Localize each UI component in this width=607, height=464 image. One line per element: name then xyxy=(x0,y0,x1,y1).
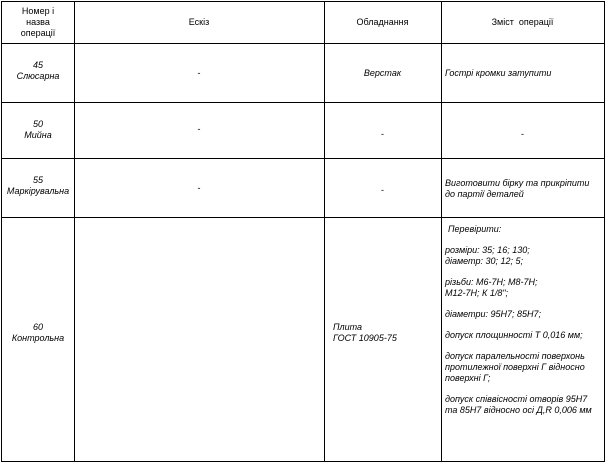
table-row xyxy=(2,119,74,141)
content-cell: Гострі кромки затупити xyxy=(445,68,552,78)
operation-number: 45 xyxy=(32,60,43,70)
content-line: Перевірити: xyxy=(448,224,502,234)
content-line: різьби: М6-7Н; М8-7Н; М12-7Н; К 1/8"; xyxy=(445,277,538,298)
header-content: Зміст операції xyxy=(491,17,554,27)
table-row xyxy=(2,175,74,197)
operations-table xyxy=(1,1,605,462)
content-line: розміри: 35; 16; 130; діаметр: 30; 12; 5; xyxy=(445,245,530,266)
operation-number: 55 xyxy=(32,175,43,185)
row-divider xyxy=(2,43,604,44)
operation-number: 50 xyxy=(32,119,43,129)
content-line: допуск співвісності отворів 95Н7 та 85Н7 відносно осі Д,R 0,006 мм xyxy=(445,394,592,415)
sketch-cell: - xyxy=(197,124,201,134)
sketch-cell: - xyxy=(197,68,201,78)
operation-name: Слюсарна xyxy=(16,71,60,81)
header-sketch: Ескіз xyxy=(188,17,210,27)
content-cell: Виготовити бірку та прикріпити до партії деталей xyxy=(445,178,590,199)
content-line: допуск паралельності поверхонь протилежної поверхні Г відносно поверхні Г; xyxy=(445,351,585,383)
equipment-cell: Верстак xyxy=(363,68,402,78)
sketch-cell: - xyxy=(197,183,201,193)
table-row xyxy=(2,60,74,82)
equipment-cell: Плита ГОСТ 10905-75 xyxy=(333,322,397,343)
operation-name: Маркірувальна xyxy=(6,186,70,196)
row-divider xyxy=(2,158,604,159)
content-cell xyxy=(445,224,603,426)
operation-name: Мийна xyxy=(24,130,52,140)
content-line: допуск площинності Т 0,016 мм; xyxy=(445,330,583,340)
column-divider xyxy=(441,2,442,461)
sketch-cell xyxy=(74,217,324,463)
content-line: діаметри: 95Н7; 85Н7; xyxy=(445,309,541,319)
operation-number: 60 xyxy=(32,322,43,332)
content-cell: - xyxy=(521,129,524,139)
row-divider xyxy=(2,102,604,103)
header-equipment: Обладнання xyxy=(356,17,409,27)
equipment-cell: - xyxy=(381,129,384,139)
header-operation: Номер і назва операції xyxy=(20,6,56,38)
table-row xyxy=(2,322,74,344)
equipment-cell: - xyxy=(381,185,384,195)
operation-name: Контрольна xyxy=(11,333,65,343)
